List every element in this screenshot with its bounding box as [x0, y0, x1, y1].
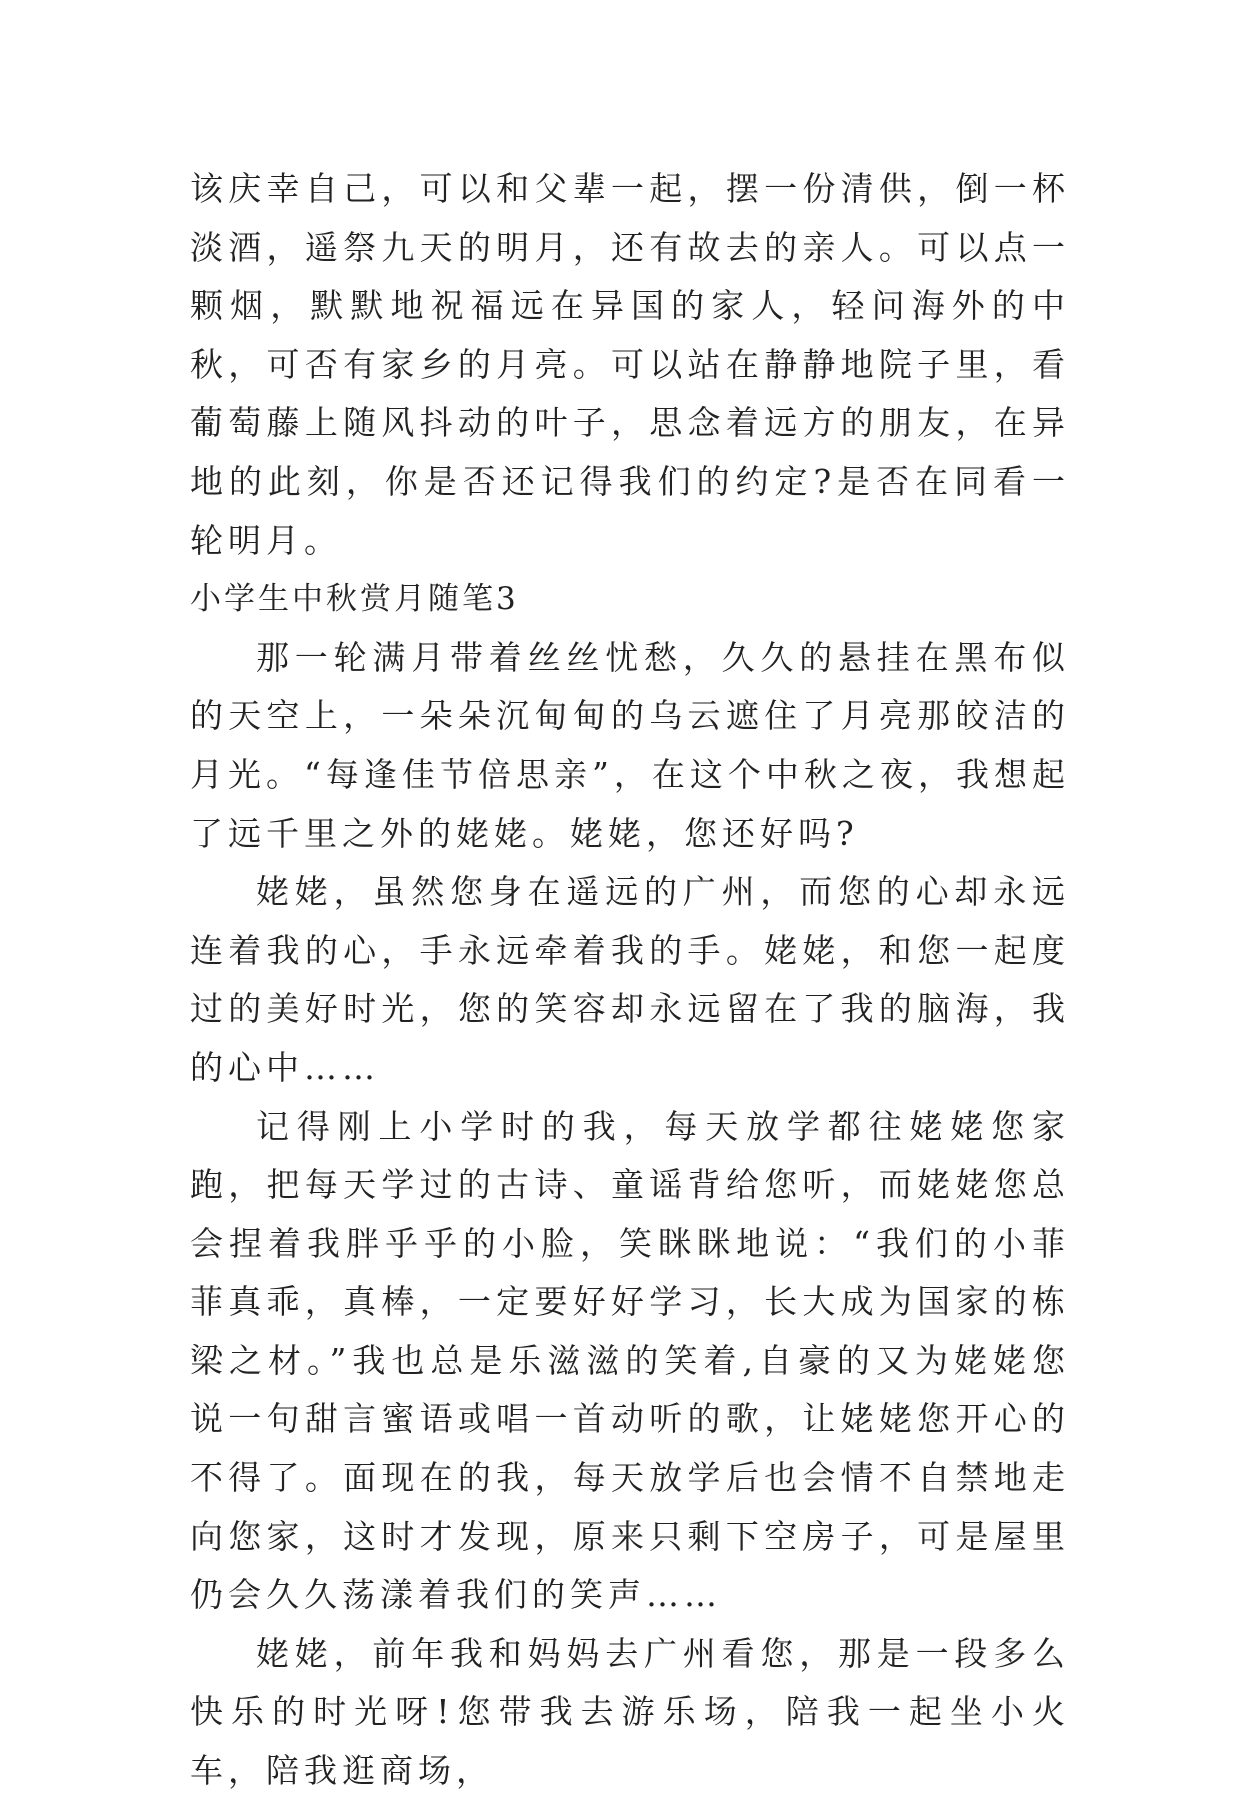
paragraph-continued: 该庆幸自己，可以和父辈一起，摆一份清供，倒一杯淡酒，遥祭九天的明月，还有故去的亲人。可以点一颗烟，默默地祝福远在异国的家人，轻问海外的中秋，可否有家乡的月亮。可以站在静静地院子里，看葡萄藤上随风抖动的叶子，思念着远方的朋友，在异地的此刻，你是否还记得我们的约定?是否在同看一轮明月。	[190, 169, 1070, 560]
paragraph: 姥姥，虽然您身在遥远的广州，而您的心却永远连着我的心，手永远牵着我的手。姥姥，和您一起度过的美好时光，您的笑容却永远留在了我的脑海，我的心中……	[190, 872, 1070, 1087]
paragraph: 那一轮满月带着丝丝忧愁，久久的悬挂在黑布似的天空上，一朵朵沉甸甸的乌云遮住了月亮那皎洁的月光。“每逢佳节倍思亲”，在这个中秋之夜，我想起了远千里之外的姥姥。姥姥，您还好吗?	[190, 637, 1070, 853]
section-heading: 小学生中秋赏月随笔3	[190, 581, 519, 618]
paragraph: 记得刚上小学时的我，每天放学都往姥姥您家跑，把每天学过的古诗、童谣背给您听，而姥姥您总会捏着我胖乎乎的小脸，笑眯眯地说：“我们的小菲菲真乖，真棒，一定要好好学习，长大成为国家的栋梁之材。”我也总是乐滋滋的笑着,自豪的又为姥姥您说一句甜言蜜语或唱一首动听的歌，让姥姥您开心的不得了。面现在的我，每天放学后也会情不自禁地走向您家，这时才发现，原来只剩下空房子，可是屋里仍会久久荡漾着我们的笑声……	[190, 1106, 1070, 1615]
document-page	[190, 160, 1070, 1801]
paragraph: 姥姥，前年我和妈妈去广州看您，那是一段多么快乐的时光呀!您带我去游乐场，陪我一起坐小火车，陪我逛商场，	[190, 1633, 1070, 1791]
